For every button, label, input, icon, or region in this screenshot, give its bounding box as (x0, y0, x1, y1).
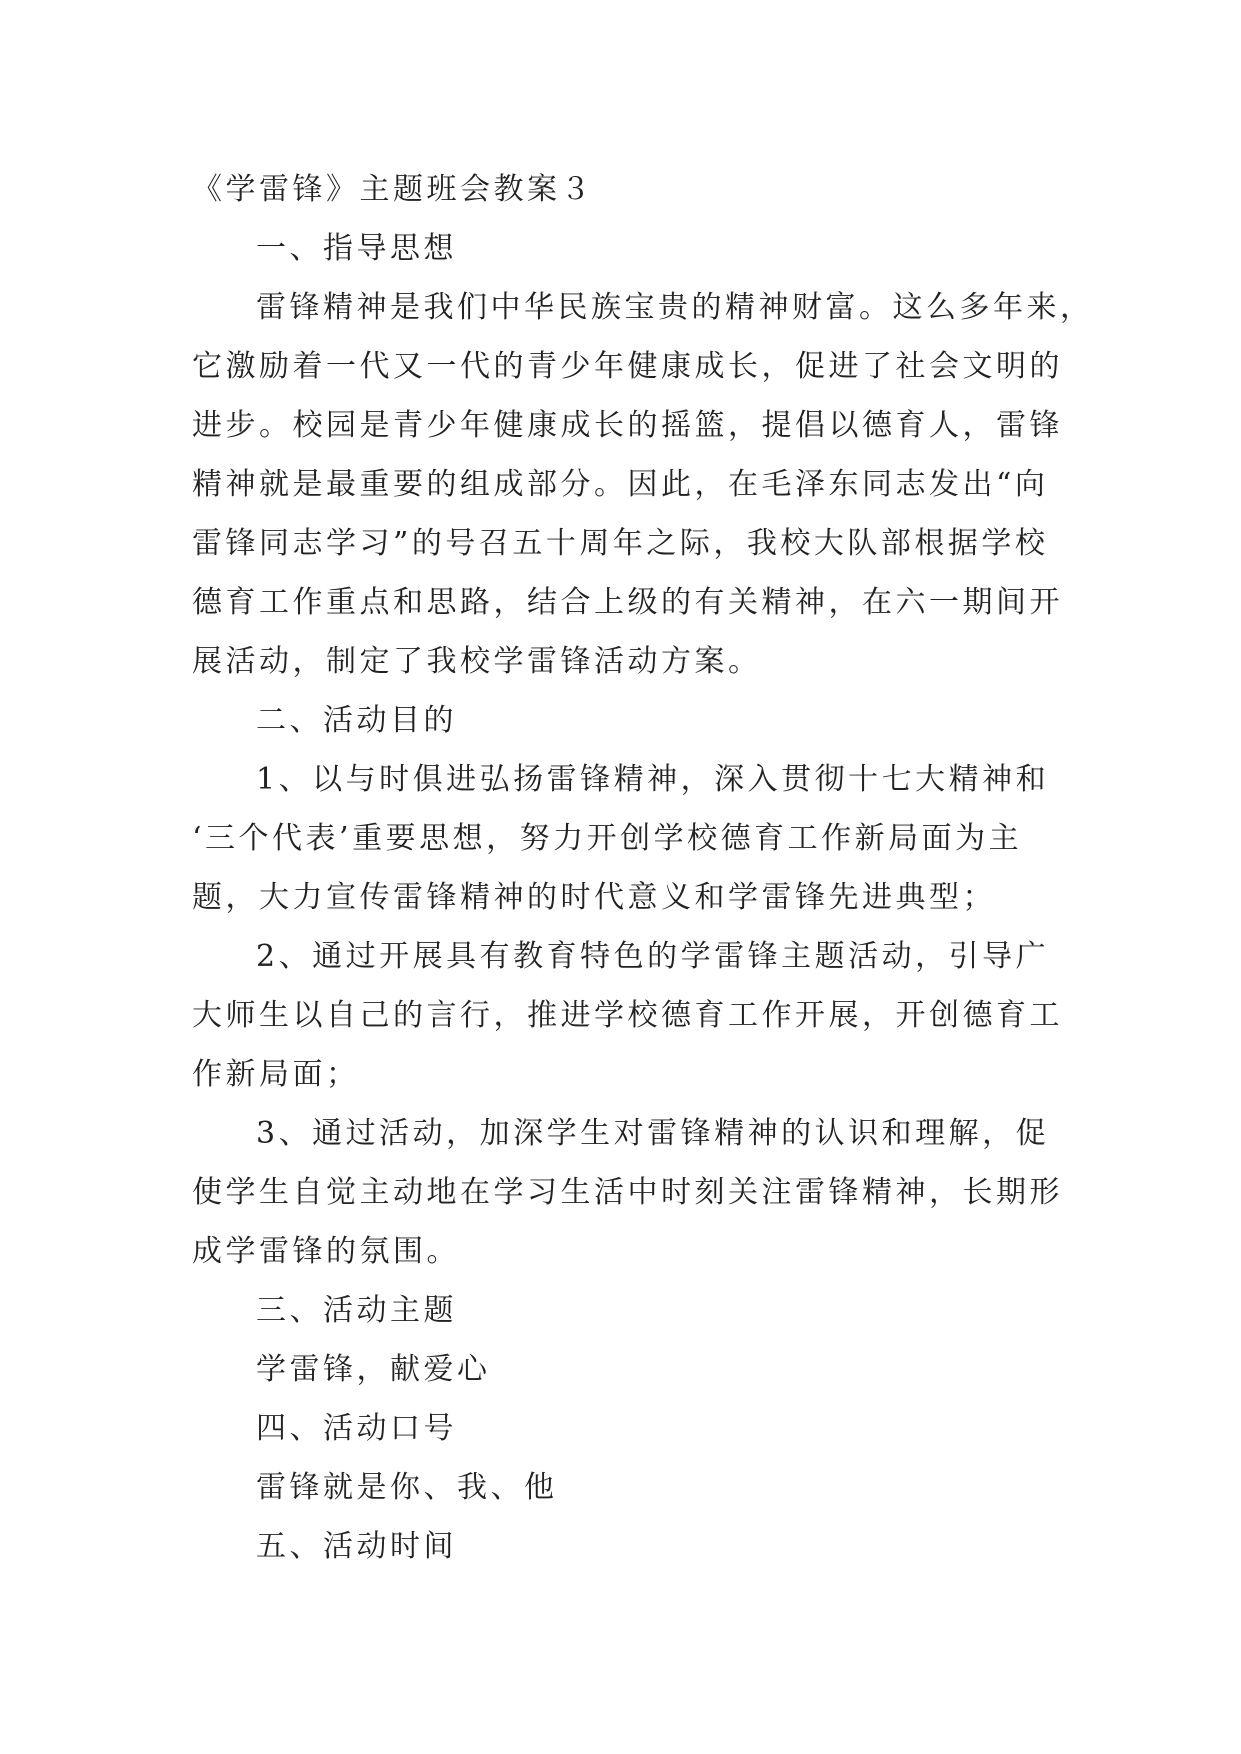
section-heading-guiding-ideology: 一、指导思想 (256, 231, 457, 266)
paragraph-line: 进步。校园是青少年健康成长的摇篮，提倡以德育人，雷锋 (192, 408, 1063, 443)
paragraph-line: ‘三个代表’重要思想，努力开创学校德育工作新局面为主 (192, 821, 1023, 856)
section-heading-activity-slogan: 四、活动口号 (256, 1411, 457, 1446)
paragraph-line: 3、通过活动，加深学生对雷锋精神的认识和理解，促 (256, 1116, 1050, 1151)
theme-text: 学雷锋，献爱心 (256, 1352, 491, 1387)
document-title: 《学雷锋》主题班会教案３ (192, 172, 594, 207)
paragraph-line: 它激励着一代又一代的青少年健康成长，促进了社会文明的 (192, 349, 1063, 384)
paragraph-line: 1、以与时俱进弘扬雷锋精神，深入贯彻十七大精神和 (256, 762, 1050, 797)
section-heading-activity-time: 五、活动时间 (256, 1529, 457, 1564)
section-heading-activity-purpose: 二、活动目的 (256, 703, 457, 738)
paragraph-line: 大师生以自己的言行，推进学校德育工作开展，开创德育工 (192, 998, 1063, 1033)
paragraph-line: 作新局面； (192, 1057, 360, 1092)
paragraph-line: 2、通过开展具有教育特色的学雷锋主题活动，引导广 (256, 939, 1050, 974)
paragraph-line: 使学生自觉主动地在学习生活中时刻关注雷锋精神，长期形 (192, 1175, 1063, 1210)
paragraph-line: 德育工作重点和思路，结合上级的有关精神，在六一期间开 (192, 585, 1063, 620)
paragraph-line: 精神就是最重要的组成部分。因此，在毛泽东同志发出“向 (192, 467, 1049, 502)
paragraph-line: 雷锋精神是我们中华民族宝贵的精神财富。这么多年来， (256, 290, 1094, 325)
document-body (192, 160, 1094, 1576)
paragraph-line: 雷锋同志学习”的号召五十周年之际，我校大队部根据学校 (192, 526, 1049, 561)
slogan-text: 雷锋就是你、我、他 (256, 1470, 558, 1505)
paragraph-line: 展活动，制定了我校学雷锋活动方案。 (192, 644, 762, 679)
paragraph-line: 成学雷锋的氛围。 (192, 1234, 460, 1269)
paragraph-line: 题，大力宣传雷锋精神的时代意义和学雷锋先进典型； (192, 880, 996, 915)
section-heading-activity-theme: 三、活动主题 (256, 1293, 457, 1328)
